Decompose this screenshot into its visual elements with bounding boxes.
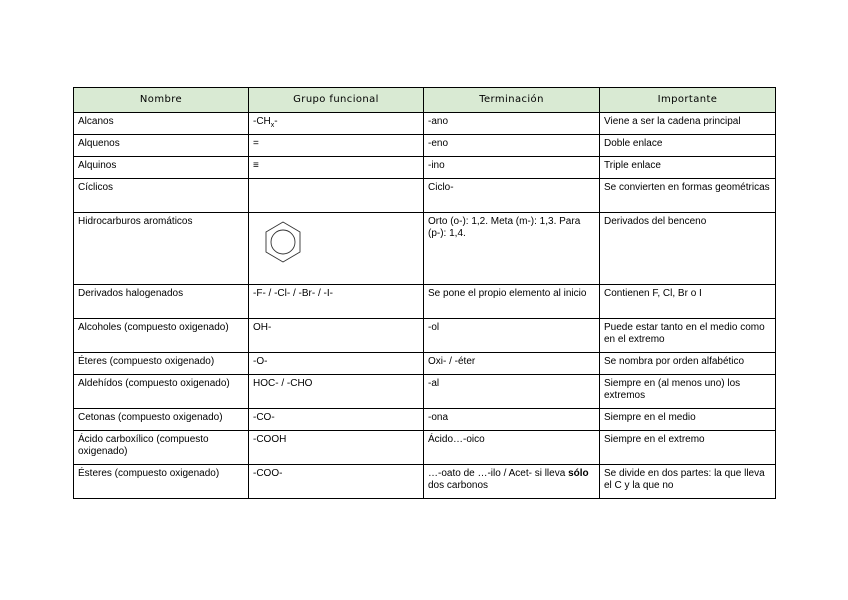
cell-importante: Triple enlace: [600, 157, 776, 179]
cell-importante: Siempre en el extremo: [600, 431, 776, 465]
grupo-tail: -: [274, 116, 278, 127]
benzene-ring-icon: [263, 220, 303, 264]
cell-terminacion: -al: [424, 375, 600, 409]
cell-importante: Viene a ser la cadena principal: [600, 113, 776, 135]
cell-nombre: Alcanos: [74, 113, 249, 135]
terminacion-part-b: dos carbonos: [428, 480, 489, 491]
cell-terminacion: Orto (o-): 1,2. Meta (m-): 1,3. Para (p-): 1,4.: [424, 213, 600, 285]
table-row: [74, 353, 776, 375]
cell-grupo: HOC- / -CHO: [249, 375, 424, 409]
cell-nombre: Hidrocarburos aromáticos: [74, 213, 249, 285]
table-row: [74, 375, 776, 409]
terminacion-part-a: …-oato de …-ilo / Acet- si lleva: [428, 468, 569, 479]
header-importante: Importante: [600, 88, 776, 113]
table-row: [74, 431, 776, 465]
table-row: [74, 213, 776, 285]
cell-terminacion: -ino: [424, 157, 600, 179]
cell-terminacion: [424, 465, 600, 499]
cell-grupo: [249, 213, 424, 285]
cell-terminacion: Se pone el propio elemento al inicio: [424, 285, 600, 319]
header-nombre: Nombre: [74, 88, 249, 113]
cell-importante: Puede estar tanto en el medio como en el extremo: [600, 319, 776, 353]
cell-nombre: Cíclicos: [74, 179, 249, 213]
table-row: [74, 409, 776, 431]
cell-nombre: Ácido carboxílico (compuesto oxigenado): [74, 431, 249, 465]
cell-terminacion: Ácido…-oico: [424, 431, 600, 465]
functional-groups-table: [73, 87, 776, 499]
table-row: [74, 465, 776, 499]
cell-nombre: Alquinos: [74, 157, 249, 179]
cell-importante: Se divide en dos partes: la que lleva el C y la que no: [600, 465, 776, 499]
cell-importante: Doble enlace: [600, 135, 776, 157]
cell-importante: Se convierten en formas geométricas: [600, 179, 776, 213]
cell-grupo: [249, 113, 424, 135]
table-row: [74, 179, 776, 213]
cell-nombre: Aldehídos (compuesto oxigenado): [74, 375, 249, 409]
cell-importante: Siempre en (al menos uno) los extremos: [600, 375, 776, 409]
cell-importante: Se nombra por orden alfabético: [600, 353, 776, 375]
cell-nombre: Alquenos: [74, 135, 249, 157]
table-row: [74, 285, 776, 319]
cell-grupo: -COOH: [249, 431, 424, 465]
table-row: [74, 135, 776, 157]
cell-terminacion: -eno: [424, 135, 600, 157]
cell-terminacion: -ol: [424, 319, 600, 353]
cell-terminacion: Oxi- / -éter: [424, 353, 600, 375]
cell-terminacion: -ano: [424, 113, 600, 135]
cell-nombre: Alcoholes (compuesto oxigenado): [74, 319, 249, 353]
table-row: [74, 319, 776, 353]
cell-nombre: Derivados halogenados: [74, 285, 249, 319]
cell-grupo: -F- / -Cl- / -Br- / -I-: [249, 285, 424, 319]
cell-grupo: ≡: [249, 157, 424, 179]
cell-importante: Siempre en el medio: [600, 409, 776, 431]
grupo-subscript: x: [270, 122, 275, 129]
cell-grupo: =: [249, 135, 424, 157]
table-row: [74, 113, 776, 135]
cell-grupo: -COO-: [249, 465, 424, 499]
cell-nombre: Cetonas (compuesto oxigenado): [74, 409, 249, 431]
terminacion-bold: sólo: [568, 468, 589, 479]
cell-terminacion: Ciclo-: [424, 179, 600, 213]
cell-importante: Derivados del benceno: [600, 213, 776, 285]
cell-nombre: Ésteres (compuesto oxigenado): [74, 465, 249, 499]
table-header-row: [74, 88, 776, 113]
cell-grupo: OH-: [249, 319, 424, 353]
cell-terminacion: -ona: [424, 409, 600, 431]
cell-importante: Contienen F, Cl, Br o I: [600, 285, 776, 319]
cell-grupo: -O-: [249, 353, 424, 375]
grupo-text: -CH: [253, 116, 271, 127]
cell-grupo: -CO-: [249, 409, 424, 431]
table-row: [74, 157, 776, 179]
cell-nombre: Éteres (compuesto oxigenado): [74, 353, 249, 375]
header-terminacion: Terminación: [424, 88, 600, 113]
cell-grupo: [249, 179, 424, 213]
header-grupo-funcional: Grupo funcional: [249, 88, 424, 113]
